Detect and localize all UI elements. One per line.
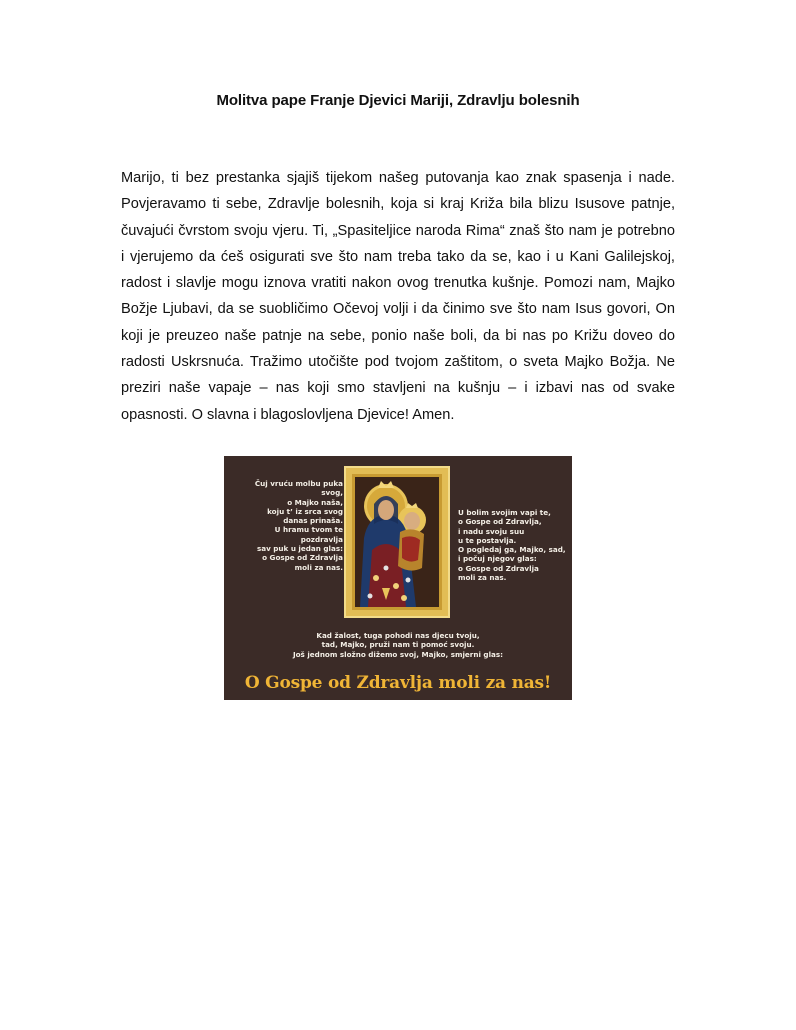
card-verse-right: U bolim svojim vapi te, o Gospe od Zdravlja, i nadu svoju suu u te postavlja. O pogledaj ga, Majko, sad, i počuj njegov glas: o Gospe od Zdravlja moli za nas. (458, 508, 566, 583)
card-verse-bottom: Kad žalost, tuga pohodi nas djecu tvoju, tad, Majko, pruži nam ti pomoć svoju. Još jednom složno dižemo svoj, Majko, smjerni glas: (292, 631, 504, 659)
card-refrain: O Gospe od Zdravlja moli za nas! (244, 673, 552, 693)
prayer-text: Marijo, ti bez prestanka sjajiš tijekom našeg putovanja kao znak spasenja i nade. Povjeravamo ti sebe, Zdravlje bolesnih, koja si kraj Križa bila blizu Isusove patnje, čuvajući čvrstom svoju vjeru. Ti, „Spasiteljice naroda Rima“ znaš što nam je potrebno i vjerujemo da ćeš osigurati sve što nam treba tako da se, kao i u Kani Galilejskoj, radost i slavlje mogu iznova vratiti nakon ovog trenutka kušnje. Pomozi nam, Majko Božje Ljubavi, da se suobličimo Očevoj volji i da činimo sve što nam Isus govori, On koji je preuzeo naše patnje na sebe, ponio naše boli, da bi nas po Križu doveo do radosti Uskrsnuća. Tražimo utočište pod tvojom zaštitom, o sveta Majko Božja. Ne preziri naše vapaje – nas koji smo stavljeni na kušnju – i izbavi nas od svake opasnosti. O slavna i blagoslovljena Djevice! Amen. (121, 170, 675, 423)
madonna-and-child-icon (344, 466, 450, 618)
card-verse-left: Čuj vruću molbu puka svog, o Majko naša, koju t’ iz srca svog danas prinaša. U hramu tvom te pozdravlja sav puk u jedan glas: o Gospe od Zdravlja moli za nas. (254, 479, 343, 572)
page-title: Molitva pape Franje Djevici Mariji, Zdravlju bolesnih (216, 92, 580, 109)
prayer-card-image (224, 456, 572, 700)
